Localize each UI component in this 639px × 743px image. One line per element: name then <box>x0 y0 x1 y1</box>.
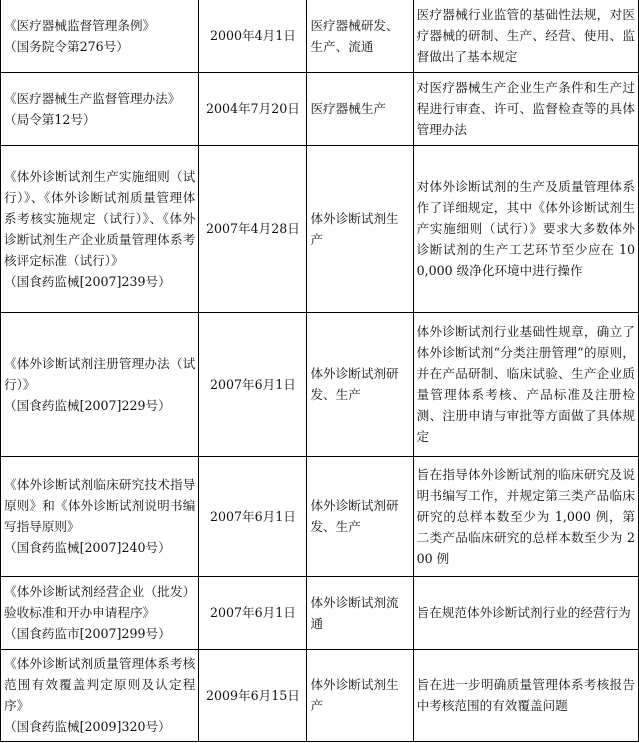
applicable-scope: 体外诊断试剂生产 <box>307 145 413 312</box>
regulation-name: 《体外诊断试剂经营企业（批发）验收标准和开办申请程序》 <box>4 584 196 620</box>
table-row <box>1 576 639 649</box>
table-row <box>1 649 639 741</box>
regulation-name-cell <box>1 0 199 72</box>
regulation-name-cell <box>1 312 199 456</box>
regulation-summary: 对医疗器械生产企业生产条件和生产过程进行审查、许可、监督检查等的具体管理办法 <box>413 72 638 145</box>
applicable-scope: 体外诊断试剂研发、生产 <box>307 312 413 456</box>
regulation-name: 《体外诊断试剂临床研究技术指导原则》和《体外诊断试剂说明书编写指导原则》 <box>4 477 196 534</box>
regulation-name-cell <box>1 456 199 576</box>
regulation-summary: 医疗器械行业监管的基础性法规，对医疗器械的研制、生产、经营、使用、监督做出了基本规定 <box>413 0 638 72</box>
table-row <box>1 0 639 72</box>
regulation-order: （国务院令第276号） <box>4 38 129 54</box>
table-row <box>1 72 639 145</box>
regulation-summary: 旨在进一步明确质量管理体系考核报告中考核范围的有效覆盖问题 <box>413 649 638 741</box>
applicable-scope: 体外诊断试剂流通 <box>307 576 413 649</box>
regulation-summary: 旨在规范体外诊断试剂行业的经营行为 <box>413 576 638 649</box>
regulation-name: 《医疗器械生产监督管理办法》 <box>4 90 181 106</box>
regulation-order: （国食药监械[2007]239号） <box>4 273 171 289</box>
regulation-order: （局令第12号） <box>4 111 96 127</box>
regulation-order: （国食药监械[2007]229号） <box>4 397 171 413</box>
effective-date: 2004年7月20日 <box>199 72 307 145</box>
table-row <box>1 312 639 456</box>
regulation-order: （国食药监械[2009]320号） <box>4 719 171 734</box>
regulation-name-cell <box>1 145 199 312</box>
applicable-scope: 医疗器械生产 <box>307 72 413 145</box>
table-row <box>1 145 639 312</box>
applicable-scope: 体外诊断试剂研发、生产 <box>307 456 413 576</box>
applicable-scope: 体外诊断试剂生产 <box>307 649 413 741</box>
regulation-summary: 体外诊断试剂行业基础性规章，确立了体外诊断试剂“分类注册管理”的原则，并在产品研制、临床试验、生产企业质量管理体系考核、产品标准及注册检测、注册申请与审批等方面做了具体规定 <box>413 312 638 456</box>
regulation-summary: 对体外诊断试剂的生产及质量管理体系作了详细规定，其中《体外诊断试剂生产实施细则（试行）》要求大多数体外诊断试剂的生产工艺环节至少应在 100,000 级净化环境中进行操作 <box>413 145 638 312</box>
effective-date: 2000年4月1日 <box>199 0 307 72</box>
effective-date: 2007年4月28日 <box>199 145 307 312</box>
regulation-name: 《体外诊断试剂注册管理办法（试行）》 <box>4 355 196 392</box>
regulation-summary: 旨在指导体外诊断试剂的临床研究及说明书编写工作，并规定第三类产品临床研究的总样本数至少为 1,000 例，第二类产品临床研究的总样本数至少为 200 例 <box>413 456 638 576</box>
table-row <box>1 456 639 576</box>
regulation-name-cell <box>1 649 199 741</box>
regulation-order: （国食药监市[2007]299号） <box>4 626 171 641</box>
regulation-name: 《体外诊断试剂生产实施细则（试行）》、《体外诊断试剂质量管理体系考核实施规定（试行）》、《体外诊断试剂生产企业质量管理体系考核评定标准（试行）》 <box>4 168 196 268</box>
regulation-order: （国食药监械[2007]240号） <box>4 540 171 555</box>
regulation-name-cell <box>1 72 199 145</box>
effective-date: 2007年6月1日 <box>199 576 307 649</box>
effective-date: 2007年6月1日 <box>199 312 307 456</box>
effective-date: 2007年6月1日 <box>199 456 307 576</box>
regulation-name-cell <box>1 576 199 649</box>
regulation-name: 《体外诊断试剂质量管理体系考核范围有效覆盖判定原则及认定程序》 <box>4 656 196 713</box>
regulation-name: 《医疗器械监督管理条例》 <box>4 17 156 33</box>
effective-date: 2009年6月15日 <box>199 649 307 741</box>
applicable-scope: 医疗器械研发、生产、流通 <box>307 0 413 72</box>
